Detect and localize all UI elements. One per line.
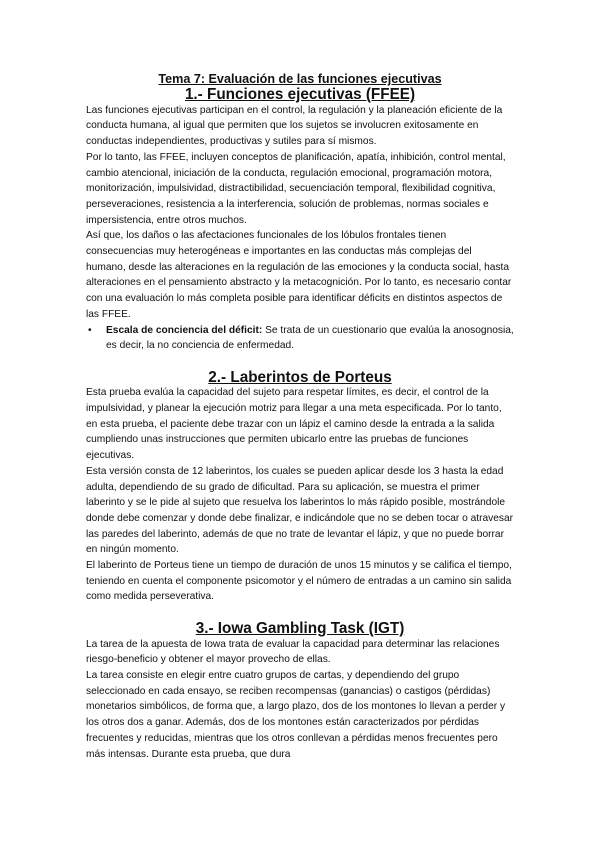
paragraph: Esta versión consta de 12 laberintos, los cuales se pueden aplicar desde los 3 hasta la edad adulta, dependiendo de su grado de dificultad. Para su aplicación, se muestra el primer laberinto y se le pide al sujeto que resuelva los laberintos lo más rápido posible, mostrándole donde debe comenzar y donde debe finalizar, e indicándole que no se deben tocar o atravesar las paredes del laberinto, además de que no trate de levantar el lápiz, y que no puede borrar en ningún momento. (86, 465, 514, 556)
document-body (86, 71, 514, 762)
section-heading-porteus: 2.- Laberintos de Porteus (208, 368, 392, 386)
bullet-text: Se trata de un cuestionario que evalúa la anosognosia, es decir, la no conciencia de enfermedad. (106, 324, 514, 352)
section-heading-igt: 3.- Iowa Gambling Task (IGT) (195, 619, 405, 637)
paragraph: Así que, los daños o las afectaciones funcionales de los lóbulos frontales tienen consecuencias muy heterogéneas e importantes en las conductas más complejas del humano, desde las alteraciones en la regulación de las emociones y la conducta social, hasta alteraciones en el pensamiento abstracto y la metacognición. Por lo tanto, es necesario contar con una evaluación lo más completa posible para identificar déficits en distintos aspectos de las FFEE. (86, 230, 512, 320)
section-heading-ffee: 1.- Funciones ejecutivas (FFEE) (184, 86, 416, 103)
bullet-list (86, 323, 514, 354)
paragraph: El laberinto de Porteus tiene un tiempo de duración de unos 15 minutos y se califica el tiempo, teniendo en cuenta el componente psicomotor y el número de entradas a un camino sin salida como medida perseverativa. (86, 560, 512, 603)
paragraph: Por lo tanto, las FFEE, incluyen conceptos de planificación, apatía, inhibición, control mental, cambio atencional, iniciación de la conducta, regulación emocional, programación motora, monitorización, impulsividad, distractibilidad, secuenciación temporal, flexibilidad cognitiva, perseveraciones, resistencia a la interferencia, solución de problemas, normas sociales e impersistencia, entre otros muchos. (86, 151, 506, 226)
paragraph: La tarea consiste en elegir entre cuatro grupos de cartas, y dependiendo del grupo seleccionado en cada ensayo, se reciben recompensas (ganancias) o castigos (pérdidas) monetarios simbólicos, de forma que, a largo plazo, dos de los montones lo llevan a perder y los otros dos a ganar. Además, dos de los montones están caracterizados por pérdidas frecuentes y reducidas, mientras que los otros conllevan a pérdidas menos frecuentes pero más intensas. Durante esta prueba, que dura (86, 669, 506, 760)
list-item (86, 323, 514, 354)
paragraph: La tarea de la apuesta de Iowa trata de evaluar la capacidad para determinar las relaciones riesgo-beneficio y obtener el mayor provecho de ellas. (86, 638, 500, 666)
paragraph: Esta prueba evalúa la capacidad del sujeto para respetar límites, es decir, el control de la impulsividad, y planear la ejecución motriz para llegar a una meta especificada. Por lo tanto, en esta prueba, el paciente debe trazar con un lápiz el camino desde la entrada a la salida cumpliendo unas instrucciones que permiten ubicarlo entre las pruebas de funciones ejecutivas. (86, 387, 502, 462)
paragraph: Las funciones ejecutivas participan en el control, la regulación y la planeación eficiente de la conducta humana, al igual que permiten que los sujetos se involucren exitosamente en conductas independientes, productivas y sutiles para sí mismos. (86, 104, 503, 148)
bullet-term: Escala de conciencia del déficit: (106, 324, 263, 336)
document-title: Tema 7: Evaluación de las funciones ejecutivas (158, 72, 442, 86)
